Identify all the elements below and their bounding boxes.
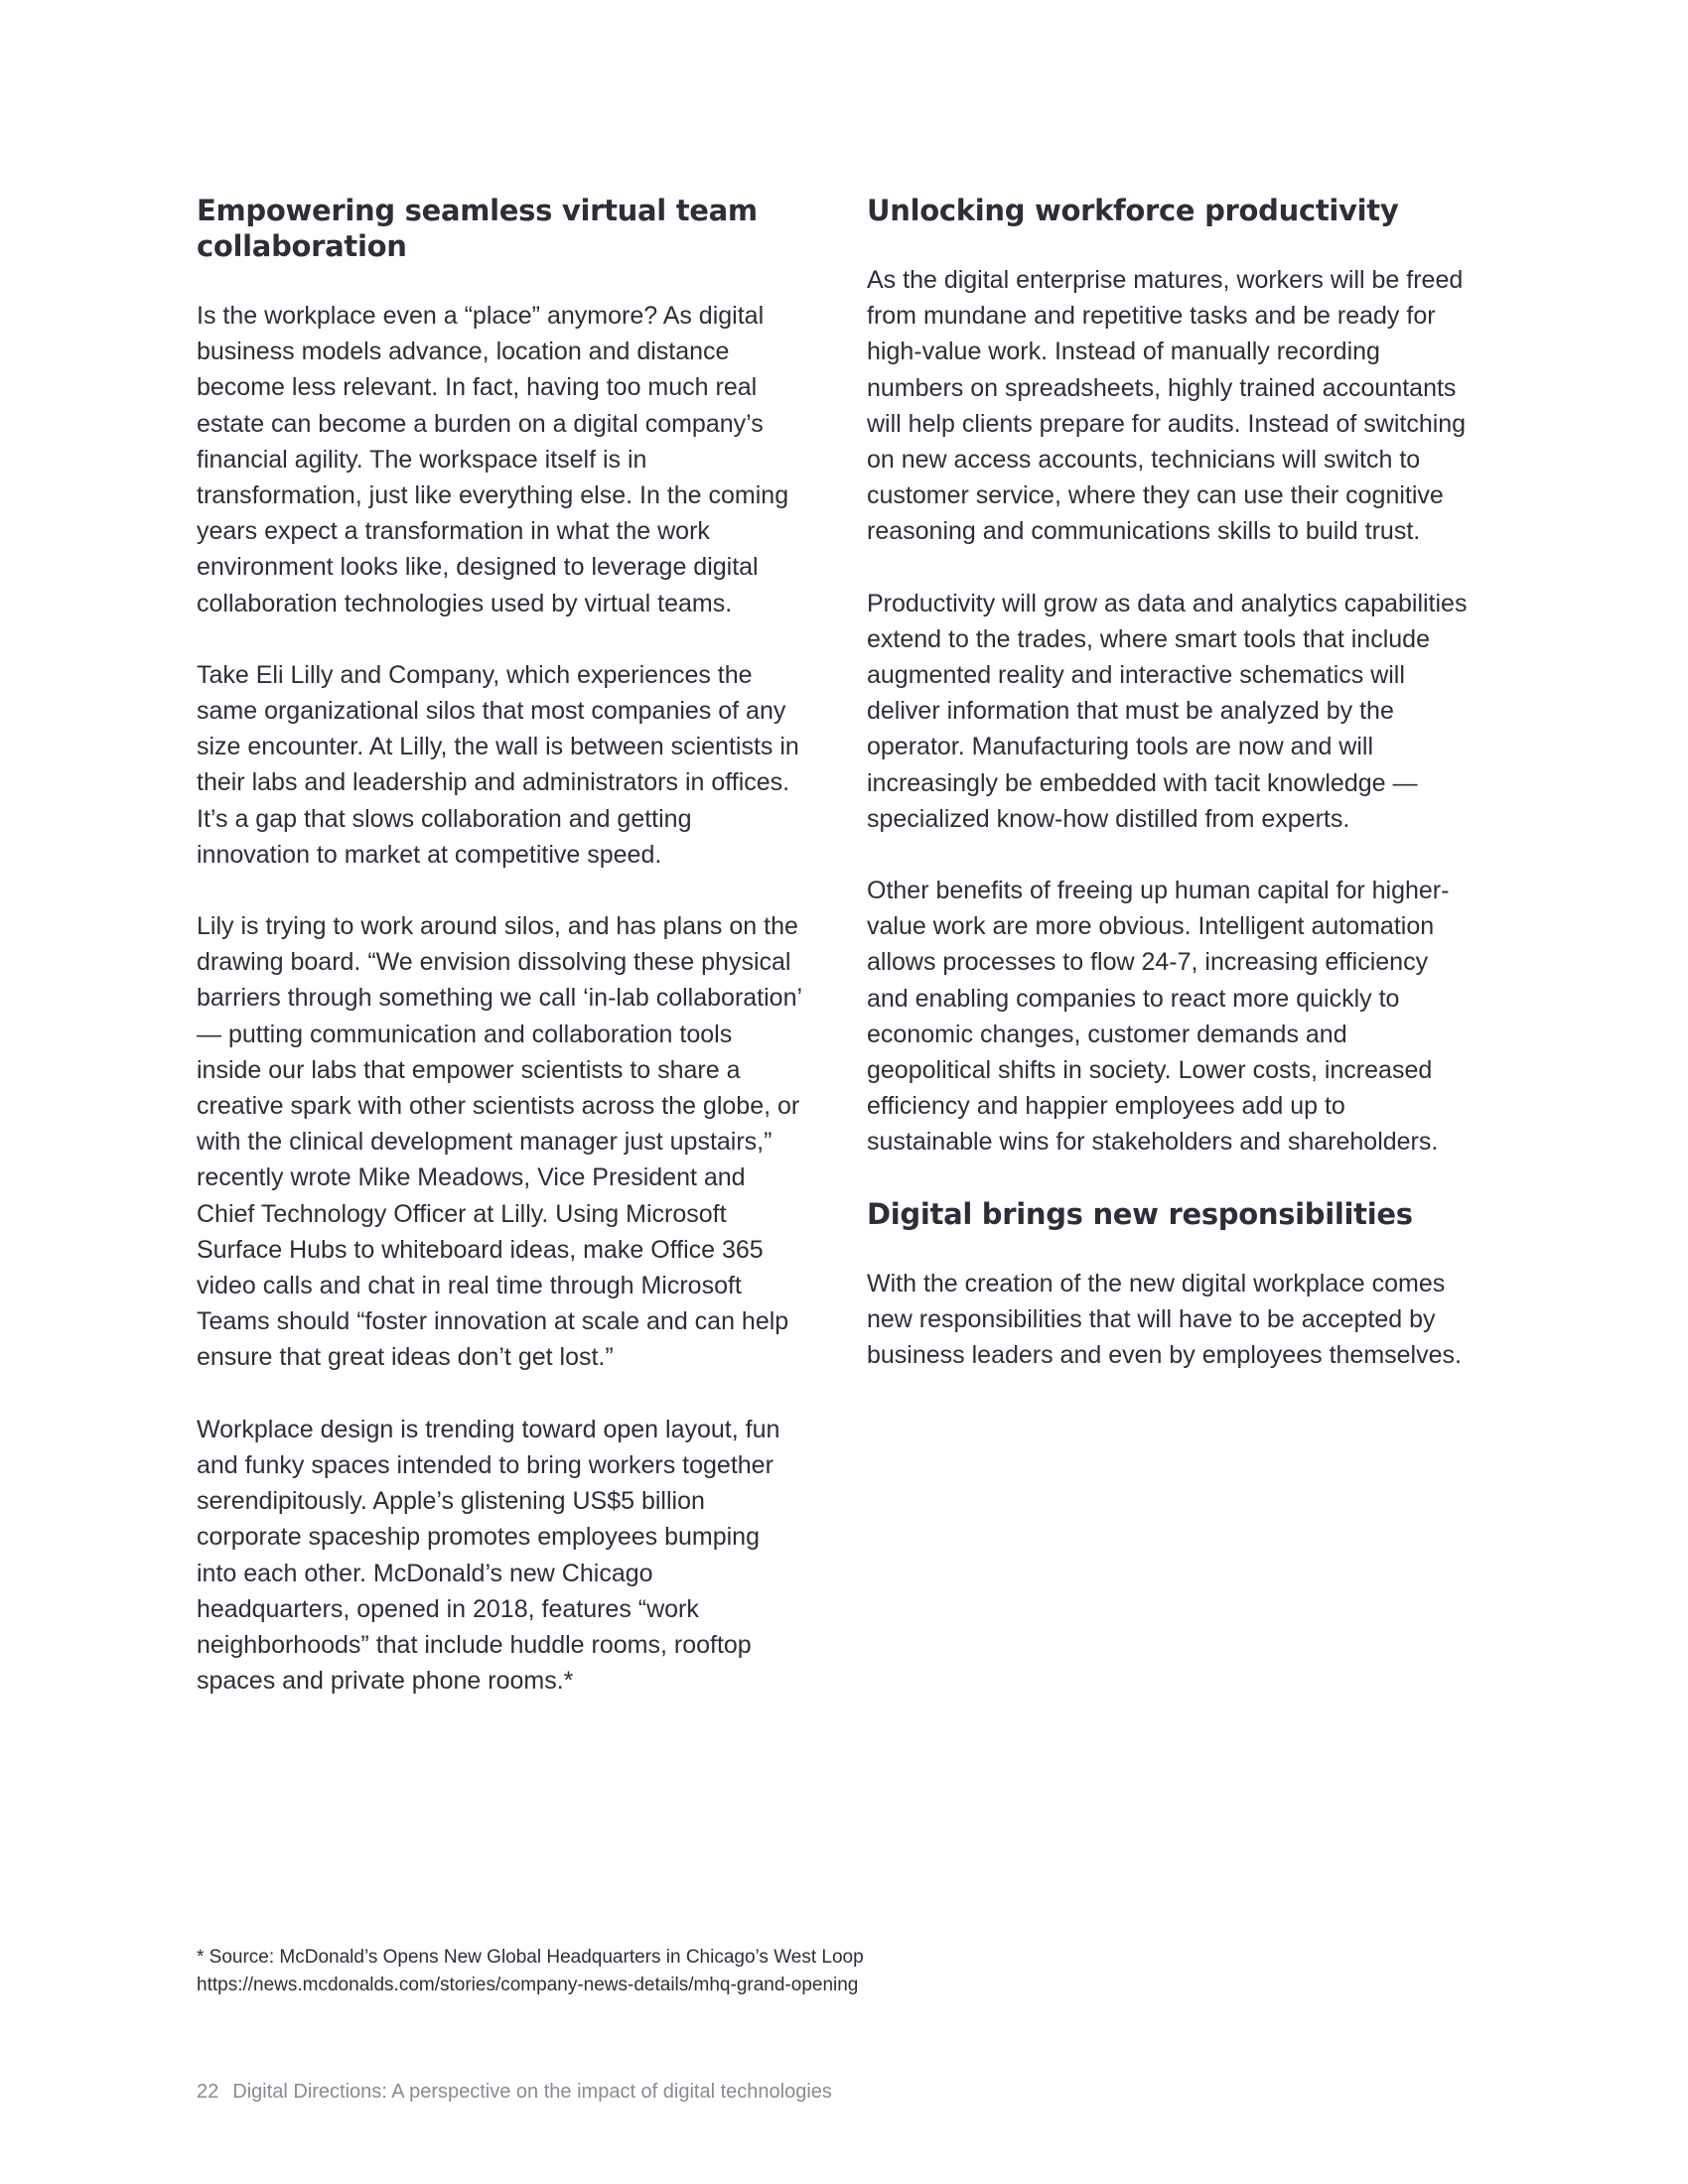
paragraph: As the digital enterprise matures, workers will be freed from mundane and repetitive tasks and be ready for high-value work. Instead of manually recording numbers on spreadsheets, highly trained accountants will help clients prepare for audits. Instead of switching on new access accounts, technicians will switch to customer service, where they can use their cognitive reasoning and communications skills to build trust.	[867, 266, 1467, 546]
paragraph: Productivity will grow as data and analytics capabilities extend to the trades, where smart tools that include augmented reality and interactive schematics will deliver information that must be analyzed by the operator. Manufacturing tools are now and will increasingly be embedded with tacit knowledge — specialized know-how distilled from experts.	[867, 589, 1468, 833]
section-heading-productivity: Unlocking workforce productivity	[867, 194, 1399, 227]
left-column	[197, 193, 802, 1734]
paragraph: Other benefits of freeing up human capital for higher-value work are more obvious. Intelligent automation allows processes to flow 24-7, increasing efficiency and enabling companies to react more quickly to economic changes, customer demands and geopolitical shifts in society. Lower costs, increased efficiency and happier employees add up to sustainable wins for stakeholders and shareholders.	[867, 877, 1450, 1157]
paragraph: Workplace design is trending toward open layout, fun and funky spaces intended to bring workers together serendipitously. Apple’s glistening US$5 billion corporate spaceship promotes employees bumping into each other. McDonald’s new Chicago headquarters, opened in 2018, features “work neighborhoods” that include huddle rooms, rooftop spaces and private phone rooms.*	[197, 1415, 780, 1696]
paragraph: Lily is trying to work around silos, and has plans on the drawing board. “We envision dissolving these physical barriers through something we call ‘in-lab collaboration’ — putting communication and collaboration tools inside our labs that empower scientists to share a creative spark with other scientists across the globe, or with the clinical development manager just upstairs,” recently wrote Mike Meadows, Vice President and Chief Technology Officer at Lilly. Using Microsoft Surface Hubs to whiteboard ideas, make Office 365 video calls and chat in real time through Microsoft Teams should “foster innovation at scale and can help ensure that great ideas don’t get lost.”	[197, 912, 802, 1372]
footnote	[197, 1944, 864, 1999]
page-footer	[197, 2078, 832, 2106]
publication-title: Digital Directions: A perspective on the impact of digital technologies	[232, 2081, 832, 2103]
page-number: 22	[197, 2081, 219, 2103]
footnote-url[interactable]: https://news.mcdonalds.com/stories/company-news-details/mhq-grand-opening	[197, 1975, 859, 1995]
footnote-source: * Source: McDonald’s Opens New Global Headquarters in Chicago’s West Loop	[197, 1947, 864, 1968]
paragraph: Is the workplace even a “place” anymore? As digital business models advance, location and distance become less relevant. In fact, having too much real estate can become a burden on a digital company’s financial agility. The workspace itself is in transformation, just like everything else. In the coming years expect a transformation in what the work environment looks like, designed to leverage digital collaboration technologies used by virtual teams.	[197, 302, 789, 617]
right-column	[867, 193, 1473, 1409]
paragraph: Take Eli Lilly and Company, which experiences the same organizational silos that most companies of any size encounter. At Lilly, the wall is between scientists in their labs and leadership and administrators in offices. It’s a gap that slows collaboration and getting innovation to market at competitive speed.	[197, 660, 799, 869]
section-heading-responsibilities: Digital brings new responsibilities	[867, 1196, 1413, 1231]
section-heading-collaboration: Empowering seamless virtual team collaboration	[197, 194, 758, 263]
paragraph: With the creation of the new digital workplace comes new responsibilities that will have to be accepted by business leaders and even by employees themselves.	[867, 1269, 1462, 1370]
